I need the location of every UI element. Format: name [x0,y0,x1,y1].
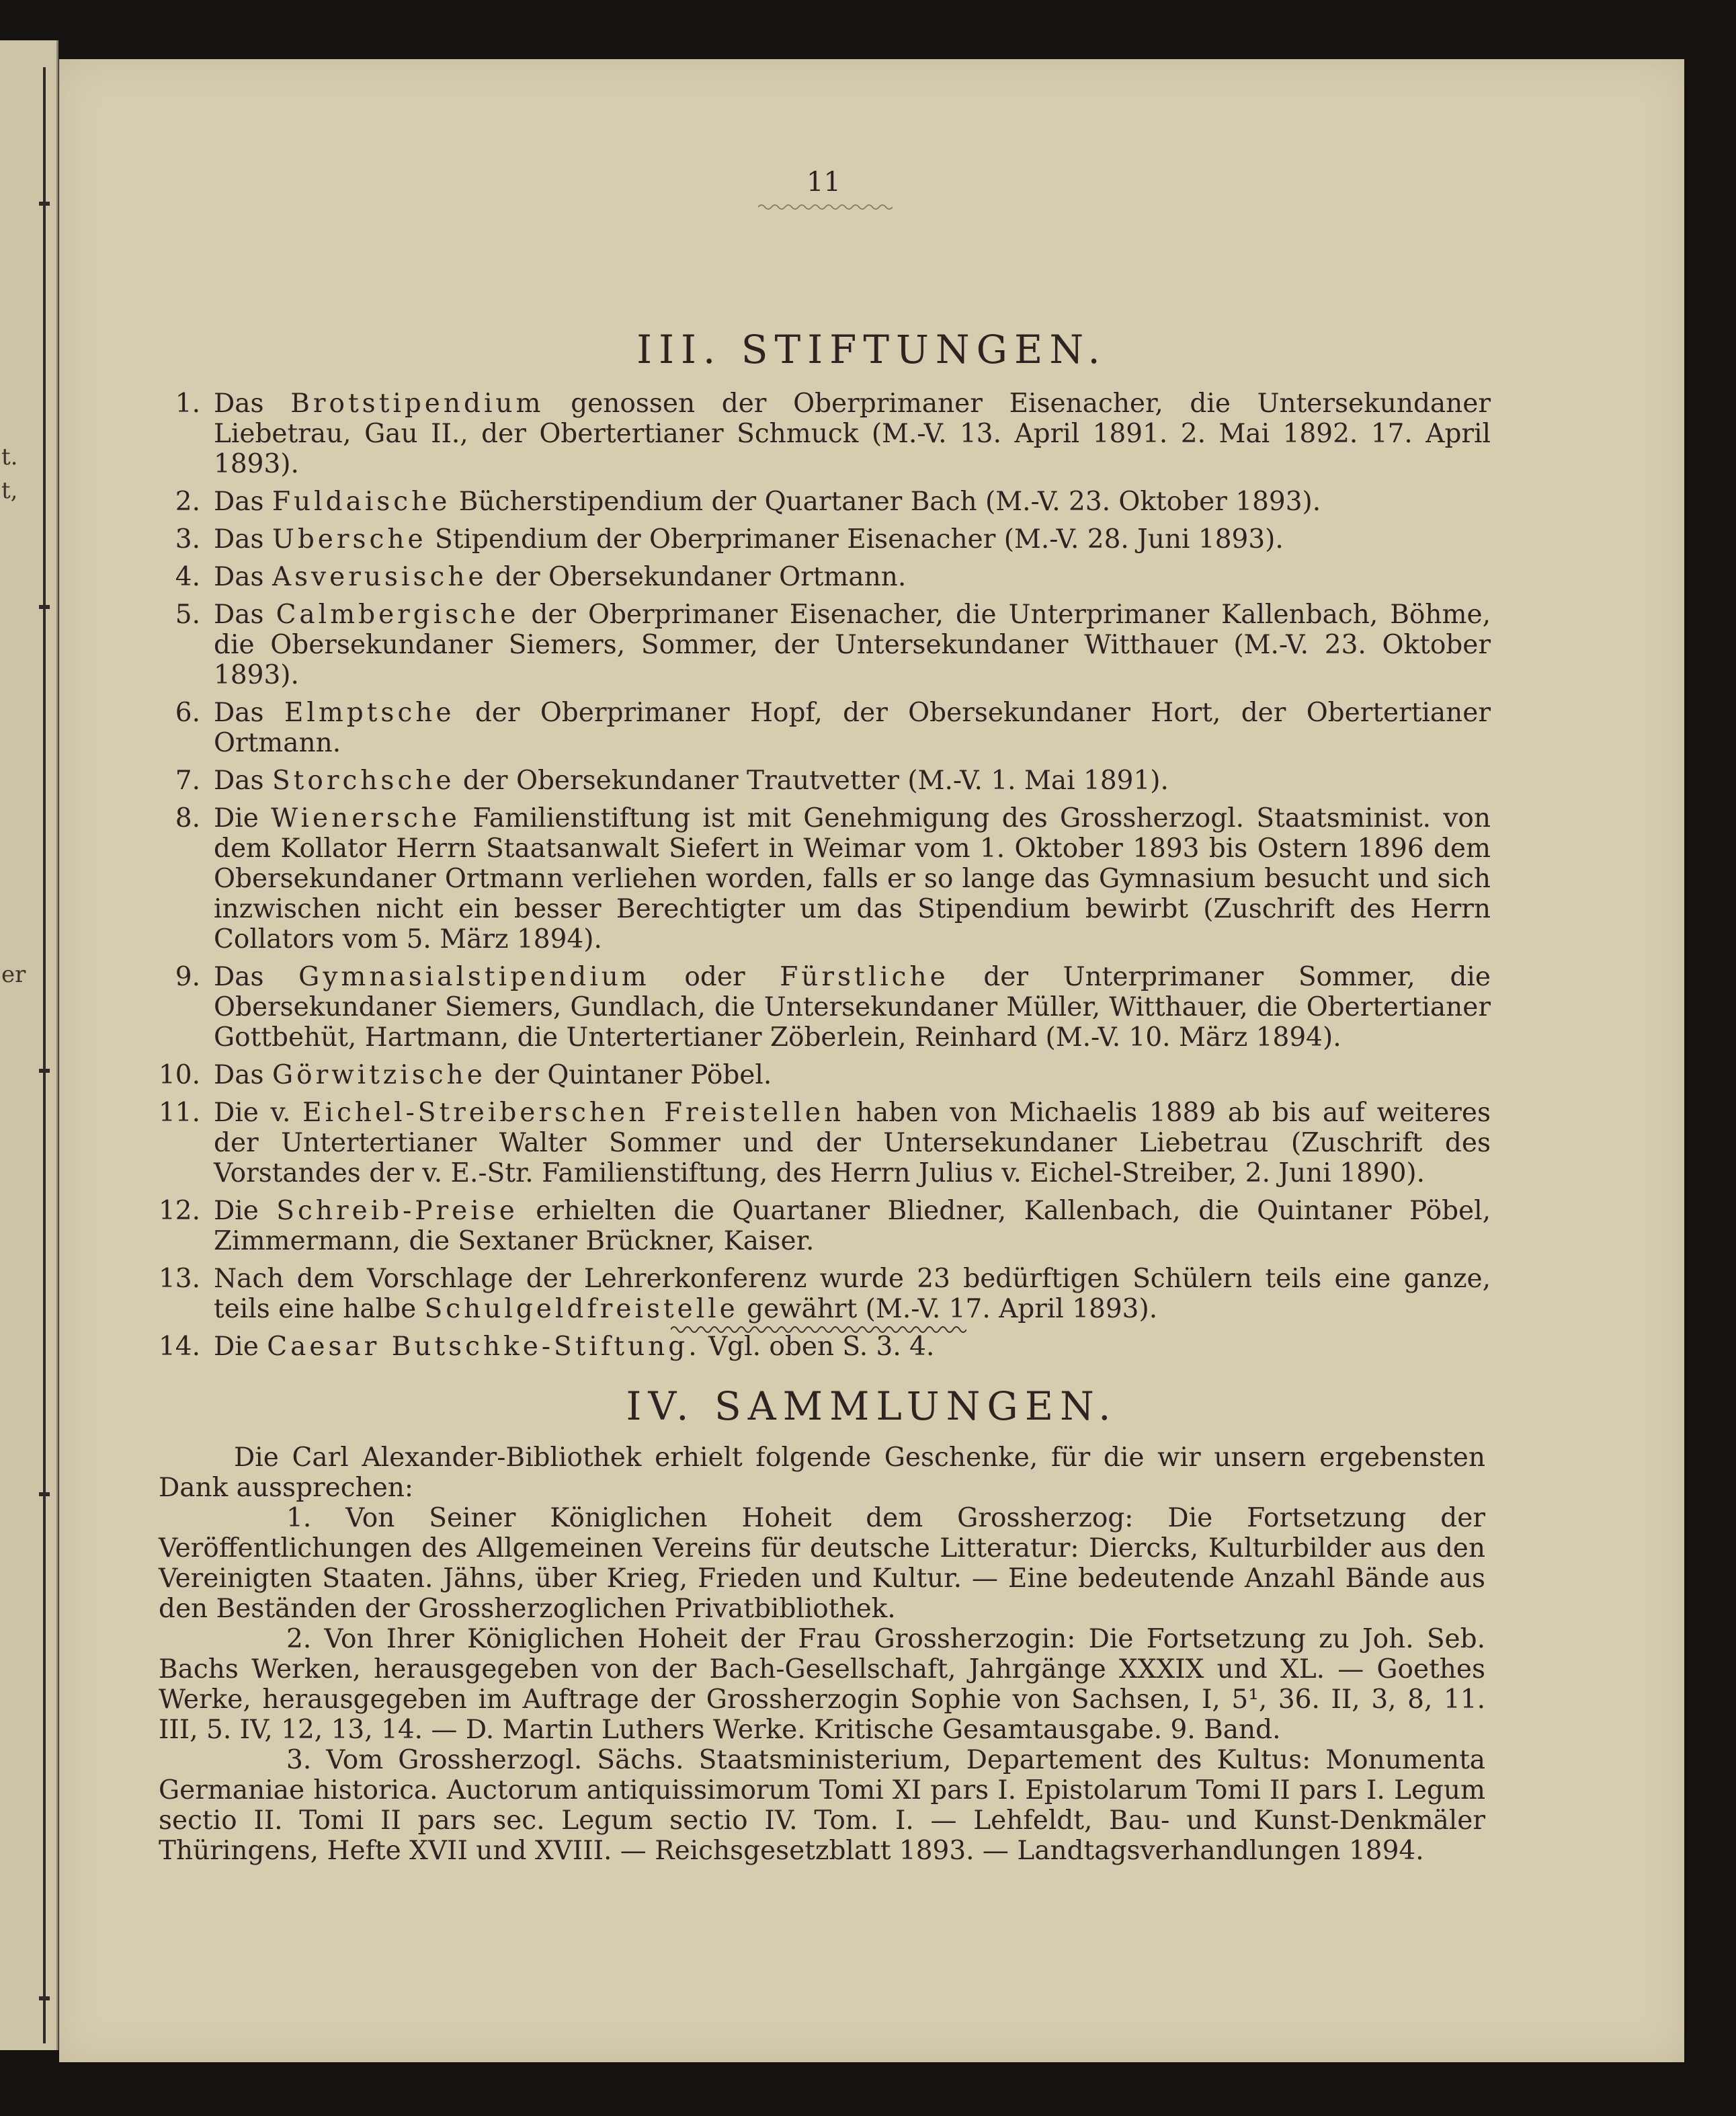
stiftung-item [153,766,1491,796]
page-number: 11 [807,167,841,198]
stiftung-name: Eichel-Streiberschen Freistellen [302,1098,845,1128]
section-heading-sammlungen: IV. SAMMLUNGEN. [626,1383,1118,1429]
item-text: Das [214,600,264,630]
stiftung-item [153,524,1491,555]
stiftung-item [153,487,1491,517]
left-page-fragment: t, [1,477,18,504]
stiftung-name: Gymnasialstipendium [298,962,650,992]
document-page [59,59,1684,2062]
item-number: 12. [158,1196,200,1226]
stiftungen-list [153,389,1491,1369]
item-text: Vgl. oben S. 3. 4. [708,1332,935,1362]
item-text: der Oberprimaner Eisenacher, die Unterprimaner Kallenbach, Böhme, die Obersekundaner Siemers, Sommer, der Untersekundaner Witthauer (M.-V. 23. Oktober 1893). [214,600,1491,690]
item-text: Die v. [214,1098,291,1128]
stiftung-name: Schulgeldfreistelle [424,1294,739,1324]
stiftung-name: Görwitzische [272,1060,486,1090]
stiftung-item [153,698,1491,758]
item-number: 2. [175,487,200,517]
sammlungen-text [159,1442,1485,1866]
item-number: 9. [175,962,200,992]
item-text: erhielten die Quartaner Bliedner, Kallenbach, die Quintaner Pöbel, Zimmermann, die Sextaner Brückner, Kaiser. [214,1196,1491,1256]
item-number: 13. [158,1264,200,1294]
item-number: 7. [175,766,200,796]
stiftung-name: Schreib-Preise [276,1196,518,1226]
item-text: Das [214,562,264,592]
item-text: genossen der Oberprimaner Eisenacher, die Untersekundaner Liebetrau, Gau II., der Obertertianer Schmuck (M.-V. 13. April 1891. 2. Mai 1892. 17. April 1893). [214,389,1491,479]
item-number: 6. [175,698,200,728]
item-text: Das [214,524,264,555]
left-page-fragment: t. [1,444,18,471]
binding-mark [39,605,50,609]
binding-mark [39,202,50,206]
stiftung-name: Calmbergische [276,600,520,630]
ornament-squiggle [758,200,893,214]
binding-mark [39,1069,50,1073]
section-divider [671,1321,966,1338]
sammlungen-intro: Die Carl Alexander-Bibliothek erhielt folgende Geschenke, für die wir unsern ergebensten Dank aussprechen: [159,1442,1485,1503]
item-text: gewährt (M.-V. 17. April 1893). [747,1294,1158,1324]
item-text: Das [214,487,264,517]
stiftung-item [153,962,1491,1053]
stiftung-item [153,803,1491,954]
item-number: 5. [175,600,200,630]
binding-mark [39,1492,50,1496]
item-text: Bücherstipendium der Quartaner Bach (M.-V. 23. Oktober 1893). [458,487,1321,517]
stiftung-name: Asverusische [272,562,487,592]
item-text: Das [214,1060,264,1090]
stiftung-name: Ubersche [272,524,427,555]
item-text: Das [214,698,264,728]
item-text: Die [214,1332,259,1362]
item-text: Das [214,389,264,419]
item-text: oder [684,962,745,992]
item-number: 8. [175,803,200,833]
spine-line [43,67,46,2043]
left-page-edge [0,40,58,2050]
item-number: 11. [158,1098,200,1128]
stiftung-name: Fürstliche [780,962,949,992]
item-text: der Obersekundaner Ortmann. [495,562,907,592]
stiftung-name: Wienersche [271,803,460,833]
item-text: Das [214,962,264,992]
item-text: haben von Michaelis 1889 ab bis auf weiteres der Untertertianer Walter Sommer und der Untersekundaner Liebetrau (Zuschrift des Vorstandes der v. E.-Str. Familienstiftung, des Herrn Julius v. Eichel-Streiber, 2. Juni 1890). [214,1098,1491,1188]
stiftung-name: Storchsche [272,766,455,796]
stiftung-item [153,562,1491,592]
item-text: Das [214,766,264,796]
stiftung-name: Elmptsche [284,698,455,728]
item-text: Familienstiftung ist mit Genehmigung des Grossherzogl. Staatsminist. von dem Kollator Herrn Staatsanwalt Siefert in Weimar vom 1. Oktober 1893 bis Ostern 1896 dem Obersekundaner Ortmann verliehen worden, falls er so lange das Gymnasium besucht und sich inzwischen nicht ein besser Berechtigter um das Stipendium bewirbt (Zuschrift des Herrn Collators vom 5. März 1894). [214,803,1491,954]
item-text: der Unterprimaner Sommer, die Obersekundaner Siemers, Gundlach, die Untersekundaner Müller, Witthauer, die Obertertianer Gottbehüt, Hartmann, die Untertertianer Zöberlein, Reinhard (M.-V. 10. März 1894). [214,962,1491,1053]
item-text: der Obersekundaner Trautvetter (M.-V. 1. Mai 1891). [462,766,1169,796]
sammlungen-paragraph: 2. Von Ihrer Königlichen Hoheit der Frau Grossherzogin: Die Fortsetzung zu Joh. Seb. Bachs Werken, herausgegeben von der Bach-Gesellschaft, Jahrgänge XXXIX und XL. — Goethes Werke, herausgegeben im Auftrage der Grossherzogin Sophie von Sachsen, I, 5¹, 36. II, 3, 8, 11. III, 5. IV, 12, 13, 14. — D. Martin Luthers Werke. Kritische Gesamtausgabe. 9. Band. [159,1624,1485,1745]
section-heading-stiftungen: III. STIFTUNGEN. [636,327,1107,372]
stiftung-item [153,1060,1491,1090]
sammlungen-paragraph: 1. Von Seiner Königlichen Hoheit dem Grossherzog: Die Fortsetzung der Veröffentlichungen des Allgemeinen Vereins für deutsche Litteratur: Diercks, Kulturbilder aus den Vereinigten Staaten. Jähns, über Krieg, Frieden und Kultur. — Eine bedeutende Anzahl Bände aus den Beständen der Grossherzoglichen Privatbibliothek. [159,1503,1485,1624]
stiftung-name: Fuldaische [272,487,451,517]
item-text: Nach dem Vorschlage der Lehrerkonferenz wurde 23 bedürftigen Schülern teils eine ganze, teils eine halbe [214,1264,1491,1324]
item-number: 14. [158,1332,200,1362]
stiftung-item [153,600,1491,690]
item-text: Die [214,803,259,833]
stiftung-item [153,389,1491,479]
item-text: der Quintaner Pöbel. [494,1060,772,1090]
item-text: der Oberprimaner Hopf, der Obersekundaner Hort, der Obertertianer Ortmann. [214,698,1491,758]
stiftung-item [153,1098,1491,1188]
sammlungen-paragraph: 3. Vom Grossherzogl. Sächs. Staatsministerium, Departement des Kultus: Monumenta Germaniae historica. Auctorum antiquissimorum Tomi XI pars I. Epistolarum Tomi II pars I. Legum sectio II. Tomi II pars sec. Legum sectio IV. Tom. I. — Lehfeldt, Bau- und Kunst-Denkmäler Thüringens, Hefte XVII und XVIII. — Reichsgesetzblatt 1893. — Landtagsverhandlungen 1894. [159,1745,1485,1866]
item-text: Stipendium der Oberprimaner Eisenacher (M.-V. 28. Juni 1893). [434,524,1284,555]
item-number: 10. [158,1060,200,1090]
binding-mark [39,1996,50,2000]
item-number: 3. [175,524,200,555]
stiftung-item [153,1264,1491,1324]
stiftung-item [153,1196,1491,1256]
item-number: 4. [175,562,200,592]
stiftung-name: Brotstipendium [290,389,544,419]
item-text: Die [214,1196,259,1226]
item-number: 1. [175,389,200,419]
left-page-fragment: er [1,961,26,988]
stiftung-name: Caesar Butschke-Stiftung. [267,1332,700,1362]
